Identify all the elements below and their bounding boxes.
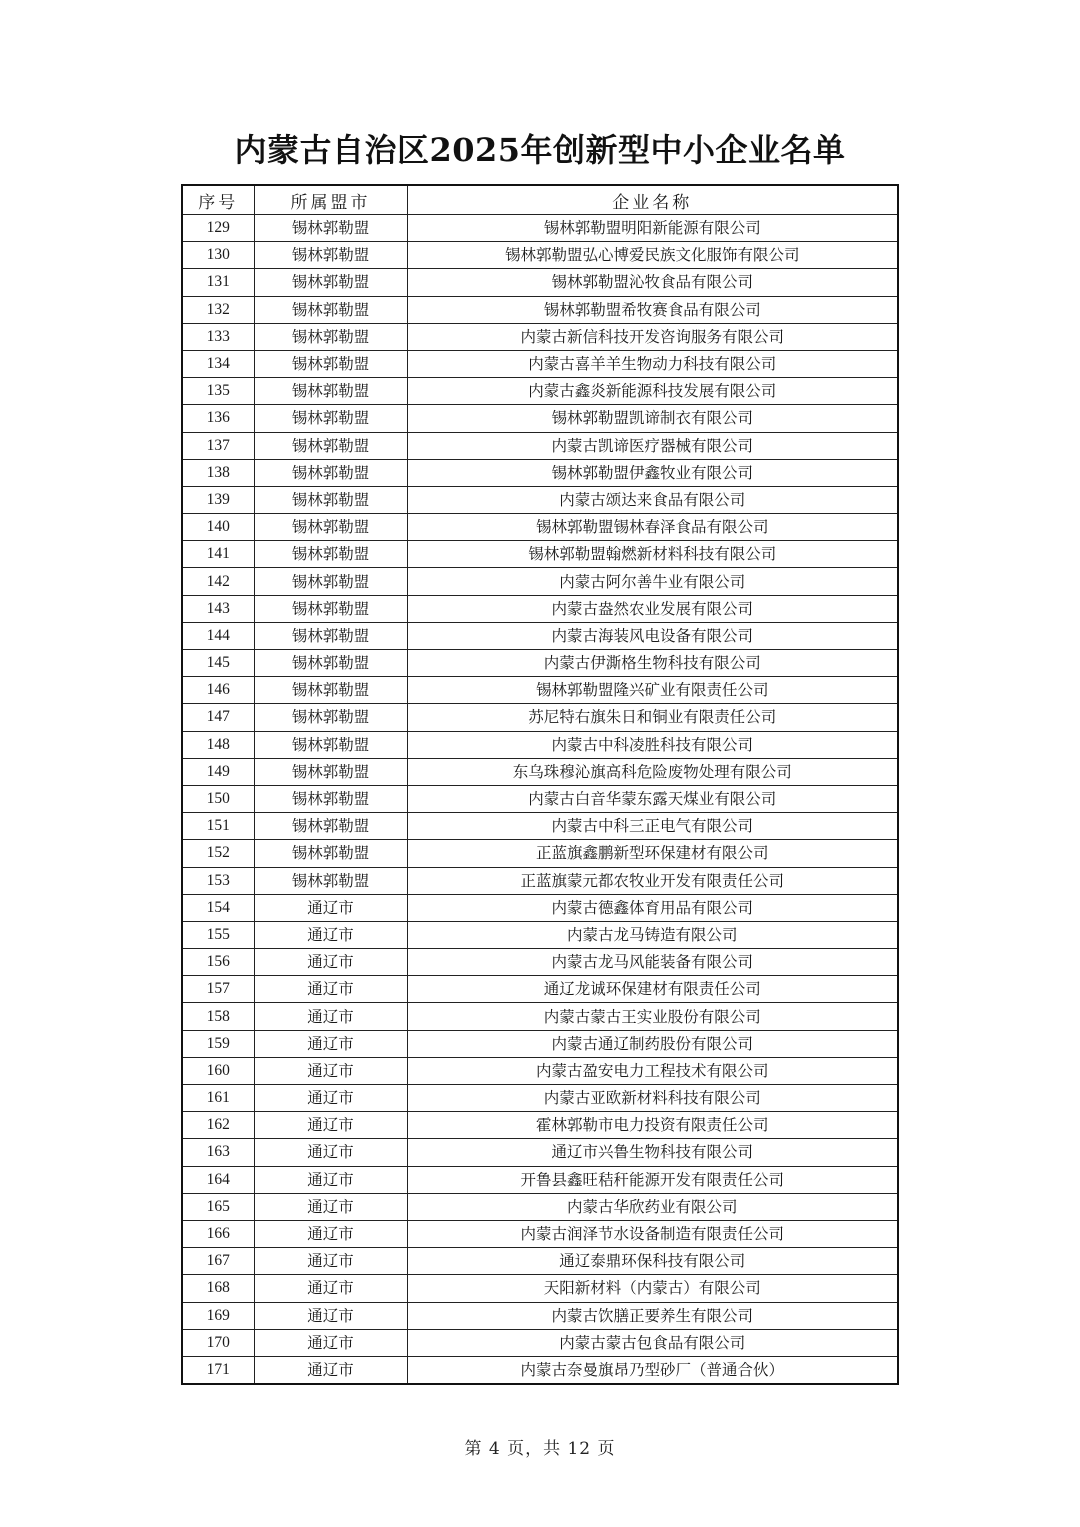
table-row bbox=[182, 1112, 898, 1139]
row-region: 通辽市 bbox=[254, 1030, 407, 1057]
row-region: 锡林郭勒盟 bbox=[254, 459, 407, 486]
row-region: 锡林郭勒盟 bbox=[254, 704, 407, 731]
table-row bbox=[182, 1193, 898, 1220]
row-company: 通辽龙诚环保建材有限责任公司 bbox=[407, 976, 898, 1003]
row-company: 通辽泰鼎环保科技有限公司 bbox=[407, 1248, 898, 1275]
table-row bbox=[182, 867, 898, 894]
table-row bbox=[182, 840, 898, 867]
table-row bbox=[182, 949, 898, 976]
row-company: 锡林郭勒盟隆兴矿业有限责任公司 bbox=[407, 677, 898, 704]
table-row bbox=[182, 1329, 898, 1356]
row-index: 139 bbox=[182, 486, 254, 513]
row-company: 内蒙古伊澌格生物科技有限公司 bbox=[407, 650, 898, 677]
table-row bbox=[182, 568, 898, 595]
row-region: 锡林郭勒盟 bbox=[254, 350, 407, 377]
row-region: 锡林郭勒盟 bbox=[254, 514, 407, 541]
row-index: 134 bbox=[182, 350, 254, 377]
row-region: 通辽市 bbox=[254, 1275, 407, 1302]
table-row bbox=[182, 459, 898, 486]
row-company: 内蒙古颂达来食品有限公司 bbox=[407, 486, 898, 513]
row-region: 锡林郭勒盟 bbox=[254, 731, 407, 758]
row-index: 156 bbox=[182, 949, 254, 976]
row-company: 内蒙古盈安电力工程技术有限公司 bbox=[407, 1057, 898, 1084]
row-region: 通辽市 bbox=[254, 1057, 407, 1084]
row-company: 内蒙古蒙古王实业股份有限公司 bbox=[407, 1003, 898, 1030]
row-region: 通辽市 bbox=[254, 976, 407, 1003]
row-company: 内蒙古龙马铸造有限公司 bbox=[407, 921, 898, 948]
row-region: 通辽市 bbox=[254, 1193, 407, 1220]
table-body bbox=[182, 215, 898, 1385]
row-company: 霍林郭勒市电力投资有限责任公司 bbox=[407, 1112, 898, 1139]
row-index: 162 bbox=[182, 1112, 254, 1139]
row-index: 159 bbox=[182, 1030, 254, 1057]
row-company: 内蒙古盎然农业发展有限公司 bbox=[407, 595, 898, 622]
row-index: 154 bbox=[182, 894, 254, 921]
header-region: 所属盟市 bbox=[254, 185, 407, 215]
table-row bbox=[182, 813, 898, 840]
table-row bbox=[182, 350, 898, 377]
row-company: 东乌珠穆沁旗高科危险废物处理有限公司 bbox=[407, 758, 898, 785]
row-company: 锡林郭勒盟伊鑫牧业有限公司 bbox=[407, 459, 898, 486]
row-company: 内蒙古白音华蒙东露天煤业有限公司 bbox=[407, 785, 898, 812]
row-index: 167 bbox=[182, 1248, 254, 1275]
row-region: 锡林郭勒盟 bbox=[254, 269, 407, 296]
row-region: 锡林郭勒盟 bbox=[254, 405, 407, 432]
row-company: 正蓝旗蒙元都农牧业开发有限责任公司 bbox=[407, 867, 898, 894]
row-company: 内蒙古奈曼旗昂乃型砂厂（普通合伙） bbox=[407, 1356, 898, 1384]
row-region: 锡林郭勒盟 bbox=[254, 486, 407, 513]
row-region: 锡林郭勒盟 bbox=[254, 296, 407, 323]
row-index: 142 bbox=[182, 568, 254, 595]
row-region: 通辽市 bbox=[254, 1139, 407, 1166]
row-region: 通辽市 bbox=[254, 1220, 407, 1247]
table-row bbox=[182, 215, 898, 242]
row-index: 157 bbox=[182, 976, 254, 1003]
row-index: 153 bbox=[182, 867, 254, 894]
table-row bbox=[182, 378, 898, 405]
row-index: 131 bbox=[182, 269, 254, 296]
row-index: 138 bbox=[182, 459, 254, 486]
row-region: 锡林郭勒盟 bbox=[254, 378, 407, 405]
row-company: 锡林郭勒盟锡林春泽食品有限公司 bbox=[407, 514, 898, 541]
table-row bbox=[182, 1139, 898, 1166]
table-row bbox=[182, 1275, 898, 1302]
row-index: 145 bbox=[182, 650, 254, 677]
row-region: 通辽市 bbox=[254, 921, 407, 948]
table-row bbox=[182, 486, 898, 513]
row-company: 锡林郭勒盟翰燃新材料科技有限公司 bbox=[407, 541, 898, 568]
row-region: 通辽市 bbox=[254, 1112, 407, 1139]
table-header-row bbox=[182, 185, 898, 215]
row-index: 135 bbox=[182, 378, 254, 405]
table-row bbox=[182, 1166, 898, 1193]
row-index: 158 bbox=[182, 1003, 254, 1030]
table-row bbox=[182, 758, 898, 785]
row-region: 通辽市 bbox=[254, 1003, 407, 1030]
table-row bbox=[182, 405, 898, 432]
row-index: 140 bbox=[182, 514, 254, 541]
row-company: 锡林郭勒盟凯谛制衣有限公司 bbox=[407, 405, 898, 432]
row-company: 锡林郭勒盟希牧赛食品有限公司 bbox=[407, 296, 898, 323]
row-region: 锡林郭勒盟 bbox=[254, 758, 407, 785]
row-region: 通辽市 bbox=[254, 894, 407, 921]
row-index: 150 bbox=[182, 785, 254, 812]
table-row bbox=[182, 1057, 898, 1084]
row-company: 锡林郭勒盟沁牧食品有限公司 bbox=[407, 269, 898, 296]
row-region: 通辽市 bbox=[254, 949, 407, 976]
row-region: 通辽市 bbox=[254, 1085, 407, 1112]
row-region: 锡林郭勒盟 bbox=[254, 650, 407, 677]
row-region: 锡林郭勒盟 bbox=[254, 813, 407, 840]
table-row bbox=[182, 242, 898, 269]
page-footer: 第 4 页，共 12 页 bbox=[464, 1439, 616, 1459]
row-company: 苏尼特右旗朱日和铜业有限责任公司 bbox=[407, 704, 898, 731]
row-index: 143 bbox=[182, 595, 254, 622]
row-index: 169 bbox=[182, 1302, 254, 1329]
row-index: 165 bbox=[182, 1193, 254, 1220]
row-region: 锡林郭勒盟 bbox=[254, 867, 407, 894]
table-row bbox=[182, 1030, 898, 1057]
row-index: 144 bbox=[182, 622, 254, 649]
table-row bbox=[182, 323, 898, 350]
table-row bbox=[182, 921, 898, 948]
row-company: 锡林郭勒盟明阳新能源有限公司 bbox=[407, 215, 898, 242]
row-company: 内蒙古润泽节水设备制造有限责任公司 bbox=[407, 1220, 898, 1247]
row-region: 锡林郭勒盟 bbox=[254, 323, 407, 350]
row-region: 锡林郭勒盟 bbox=[254, 595, 407, 622]
table-row bbox=[182, 1220, 898, 1247]
row-region: 锡林郭勒盟 bbox=[254, 840, 407, 867]
row-index: 136 bbox=[182, 405, 254, 432]
header-company: 企业名称 bbox=[407, 185, 898, 215]
row-company: 内蒙古蒙古包食品有限公司 bbox=[407, 1329, 898, 1356]
row-company: 内蒙古新信科技开发咨询服务有限公司 bbox=[407, 323, 898, 350]
row-company: 内蒙古华欣药业有限公司 bbox=[407, 1193, 898, 1220]
row-region: 通辽市 bbox=[254, 1329, 407, 1356]
row-company: 内蒙古饮膳正要养生有限公司 bbox=[407, 1302, 898, 1329]
row-company: 内蒙古龙马风能装备有限公司 bbox=[407, 949, 898, 976]
row-company: 内蒙古海装风电设备有限公司 bbox=[407, 622, 898, 649]
table-row bbox=[182, 269, 898, 296]
row-company: 内蒙古阿尔善牛业有限公司 bbox=[407, 568, 898, 595]
table-row bbox=[182, 1302, 898, 1329]
table-row bbox=[182, 541, 898, 568]
table-row bbox=[182, 432, 898, 459]
table-row bbox=[182, 1085, 898, 1112]
row-index: 160 bbox=[182, 1057, 254, 1084]
table-row bbox=[182, 976, 898, 1003]
row-region: 通辽市 bbox=[254, 1356, 407, 1384]
row-index: 141 bbox=[182, 541, 254, 568]
row-region: 锡林郭勒盟 bbox=[254, 215, 407, 242]
row-index: 132 bbox=[182, 296, 254, 323]
table-row bbox=[182, 1003, 898, 1030]
row-company: 内蒙古亚欧新材料科技有限公司 bbox=[407, 1085, 898, 1112]
row-index: 129 bbox=[182, 215, 254, 242]
row-index: 130 bbox=[182, 242, 254, 269]
row-company: 内蒙古鑫炎新能源科技发展有限公司 bbox=[407, 378, 898, 405]
table-row bbox=[182, 622, 898, 649]
row-index: 168 bbox=[182, 1275, 254, 1302]
row-region: 锡林郭勒盟 bbox=[254, 622, 407, 649]
row-company: 内蒙古凯谛医疗器械有限公司 bbox=[407, 432, 898, 459]
row-index: 152 bbox=[182, 840, 254, 867]
row-company: 锡林郭勒盟弘心博爱民族文化服饰有限公司 bbox=[407, 242, 898, 269]
table-row bbox=[182, 514, 898, 541]
row-index: 166 bbox=[182, 1220, 254, 1247]
company-list-table bbox=[181, 184, 899, 1385]
row-region: 通辽市 bbox=[254, 1248, 407, 1275]
row-region: 锡林郭勒盟 bbox=[254, 677, 407, 704]
table-row bbox=[182, 296, 898, 323]
row-company: 天阳新材料（内蒙古）有限公司 bbox=[407, 1275, 898, 1302]
row-company: 内蒙古德鑫体育用品有限公司 bbox=[407, 894, 898, 921]
row-index: 149 bbox=[182, 758, 254, 785]
row-index: 137 bbox=[182, 432, 254, 459]
table-row bbox=[182, 785, 898, 812]
row-index: 164 bbox=[182, 1166, 254, 1193]
row-company: 通辽市兴鲁生物科技有限公司 bbox=[407, 1139, 898, 1166]
row-index: 151 bbox=[182, 813, 254, 840]
row-company: 内蒙古中科凌胜科技有限公司 bbox=[407, 731, 898, 758]
row-index: 171 bbox=[182, 1356, 254, 1384]
table-row bbox=[182, 1248, 898, 1275]
row-region: 通辽市 bbox=[254, 1302, 407, 1329]
row-region: 锡林郭勒盟 bbox=[254, 568, 407, 595]
row-region: 锡林郭勒盟 bbox=[254, 785, 407, 812]
row-region: 通辽市 bbox=[254, 1166, 407, 1193]
row-index: 148 bbox=[182, 731, 254, 758]
table-row bbox=[182, 1356, 898, 1384]
row-index: 161 bbox=[182, 1085, 254, 1112]
row-company: 开鲁县鑫旺秸秆能源开发有限责任公司 bbox=[407, 1166, 898, 1193]
row-index: 146 bbox=[182, 677, 254, 704]
row-company: 内蒙古通辽制药股份有限公司 bbox=[407, 1030, 898, 1057]
row-index: 155 bbox=[182, 921, 254, 948]
row-region: 锡林郭勒盟 bbox=[254, 242, 407, 269]
table-row bbox=[182, 894, 898, 921]
document-title: 内蒙古自治区2025年创新型中小企业名单 bbox=[234, 131, 846, 169]
row-company: 内蒙古中科三正电气有限公司 bbox=[407, 813, 898, 840]
table-row bbox=[182, 731, 898, 758]
row-index: 133 bbox=[182, 323, 254, 350]
row-index: 147 bbox=[182, 704, 254, 731]
row-region: 锡林郭勒盟 bbox=[254, 432, 407, 459]
row-company: 内蒙古喜羊羊生物动力科技有限公司 bbox=[407, 350, 898, 377]
table-row bbox=[182, 704, 898, 731]
table-row bbox=[182, 650, 898, 677]
row-index: 163 bbox=[182, 1139, 254, 1166]
row-index: 170 bbox=[182, 1329, 254, 1356]
table-row bbox=[182, 595, 898, 622]
row-company: 正蓝旗鑫鹏新型环保建材有限公司 bbox=[407, 840, 898, 867]
row-region: 锡林郭勒盟 bbox=[254, 541, 407, 568]
header-index: 序号 bbox=[182, 185, 254, 215]
table-row bbox=[182, 677, 898, 704]
